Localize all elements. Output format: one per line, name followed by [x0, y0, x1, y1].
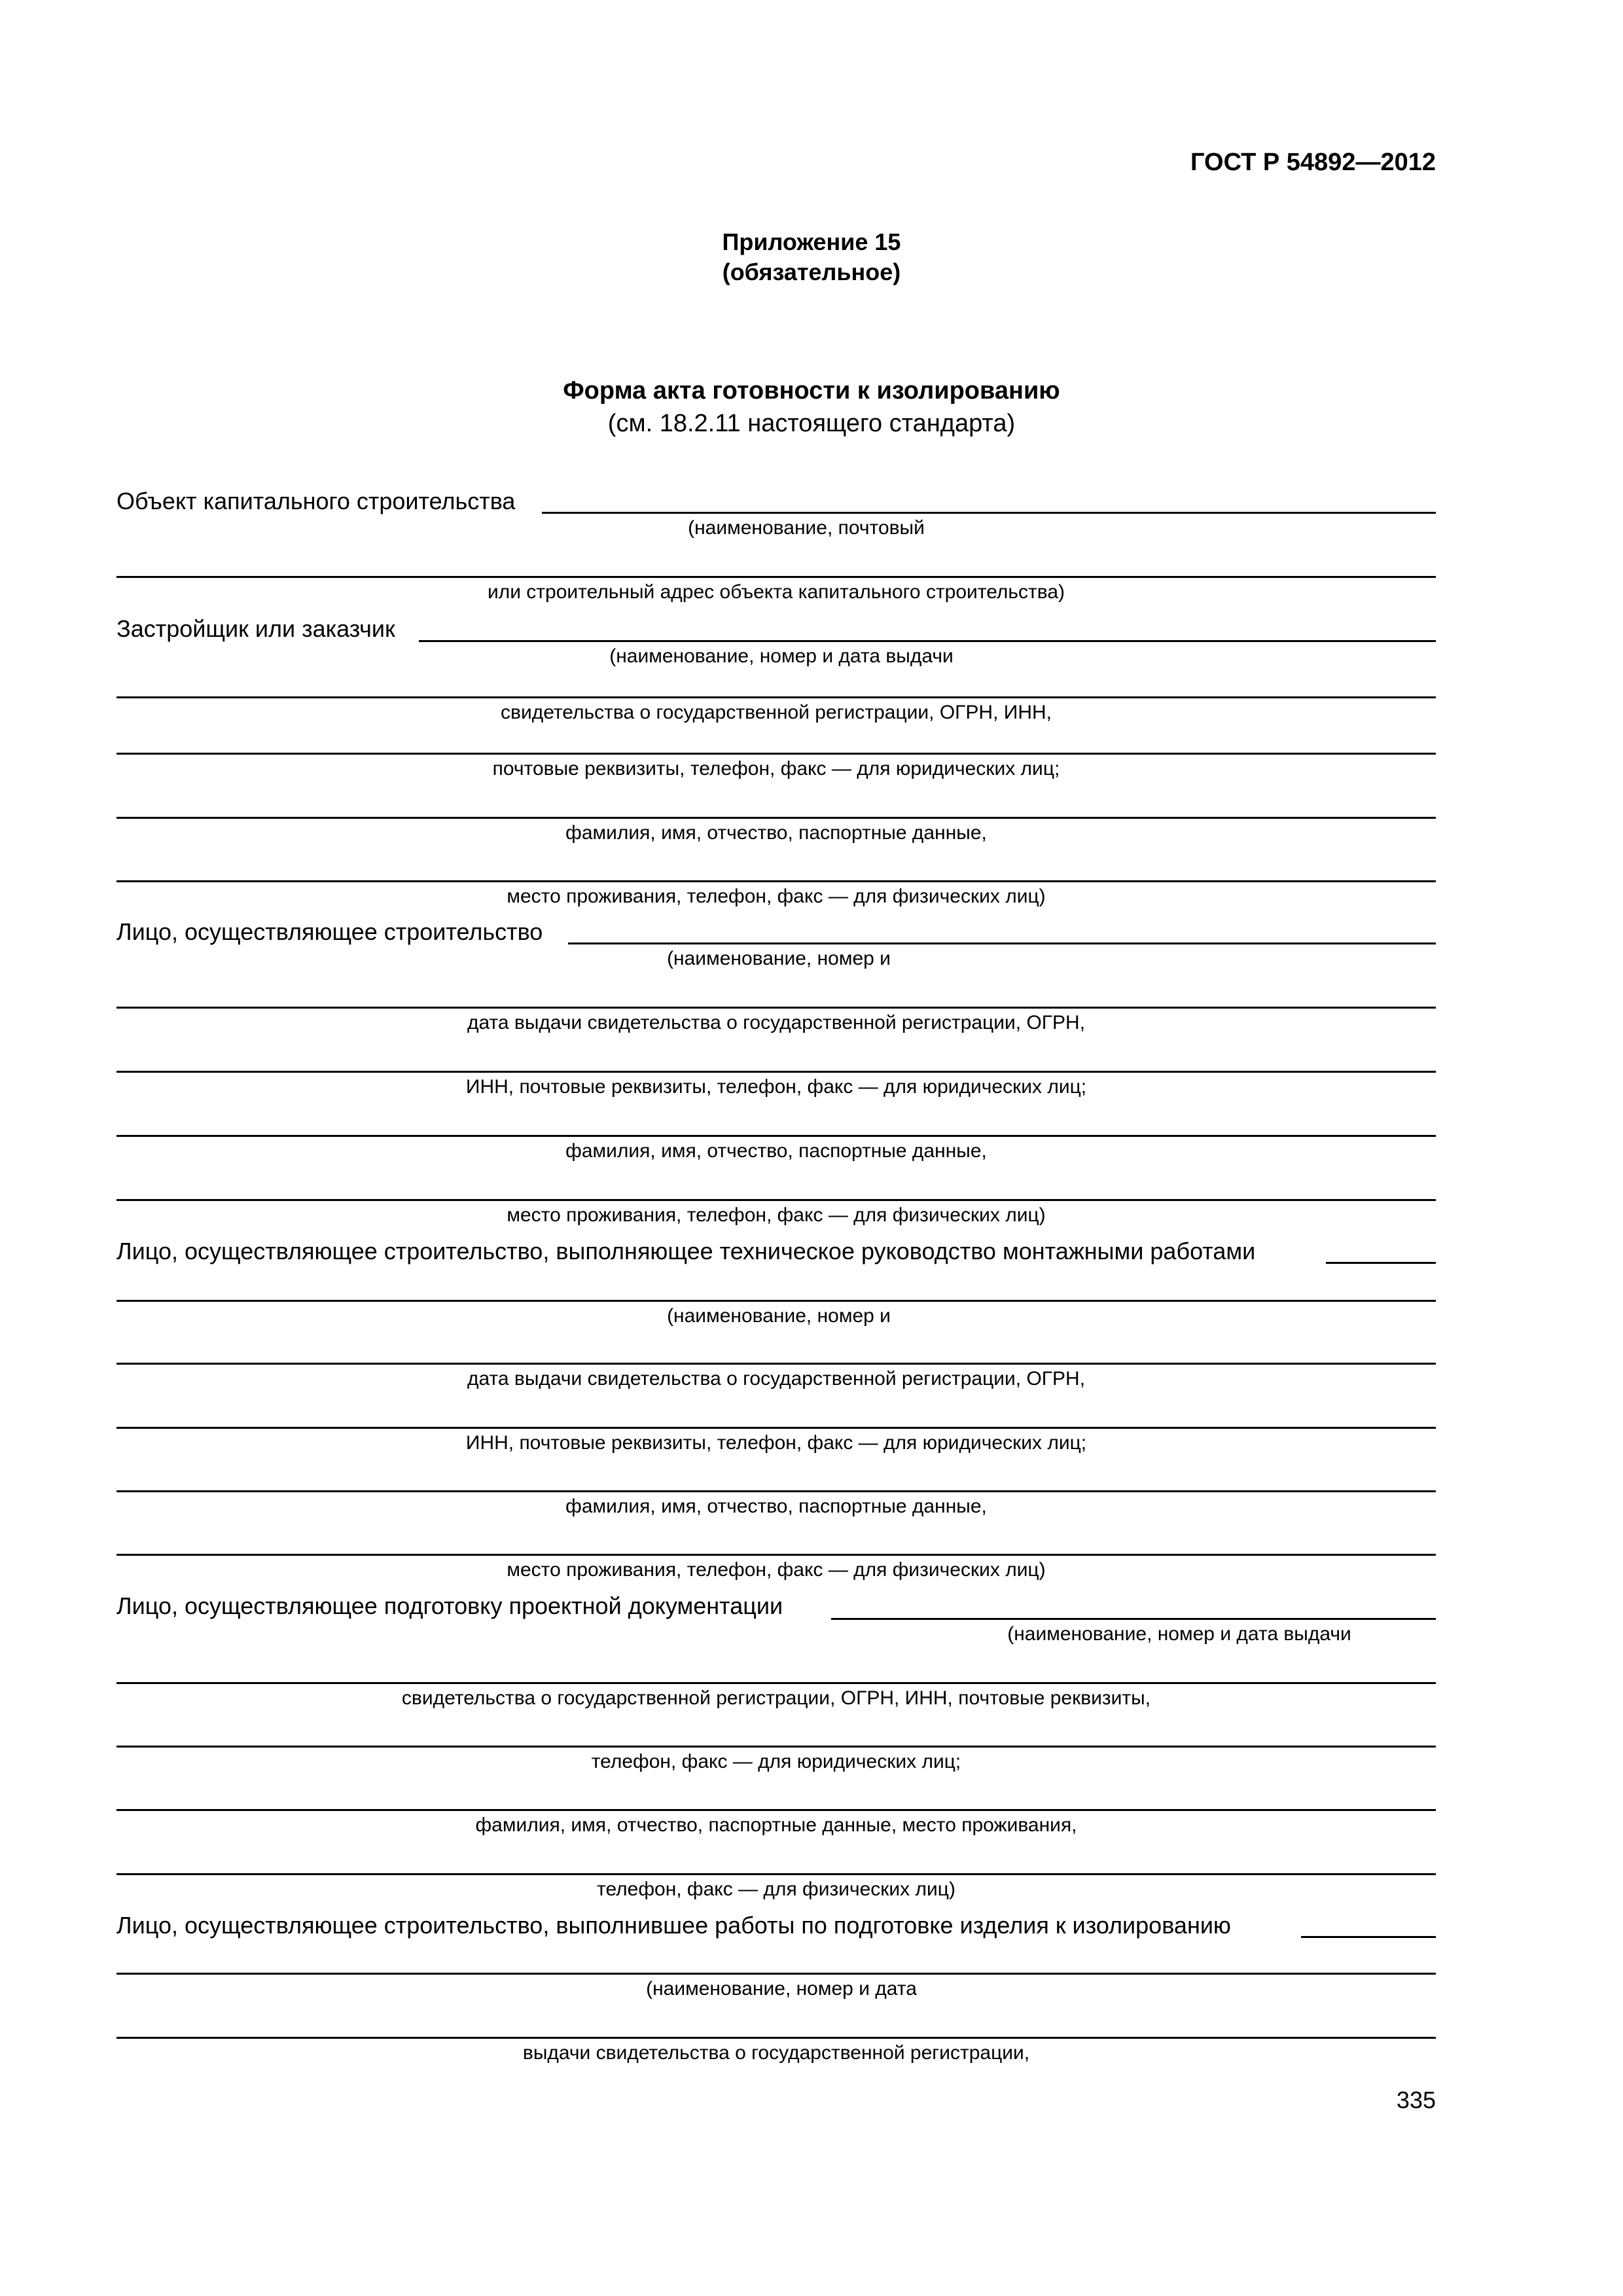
tech-supervisor-fill-line-4[interactable]	[116, 1427, 1436, 1429]
designer-fill-line-5[interactable]	[116, 1873, 1436, 1875]
designer-hint-2: свидетельства о государственной регистрации, ОГРН, ИНН, почтовые реквизиты,	[401, 1687, 1151, 1709]
designer-hint-5: телефон, факс — для физических лиц)	[597, 1878, 955, 1900]
tech-supervisor-fill-line-3[interactable]	[116, 1363, 1436, 1365]
object-hint-1: (наименование, почтовый	[688, 517, 925, 539]
builder-fill-line-2[interactable]	[116, 1007, 1436, 1009]
preparer-hint-1: (наименование, номер и дата	[646, 1978, 917, 2000]
developer-hint-2: свидетельства о государственной регистрации, ОГРН, ИНН,	[501, 702, 1052, 723]
designer-label: Лицо, осуществляющее подготовку проектной документации	[116, 1592, 783, 1619]
tech-supervisor-hint-2: дата выдачи свидетельства о государственной регистрации, ОГРН,	[467, 1368, 1086, 1390]
developer-fill-line-2[interactable]	[116, 696, 1436, 698]
preparer-hint-2: выдачи свидетельства о государственной регистрации,	[522, 2042, 1030, 2064]
developer-hint-1: (наименование, номер и дата выдачи	[609, 645, 954, 667]
object-fill-line[interactable]	[542, 512, 1436, 514]
form-title: Форма акта готовности к изолированию	[563, 377, 1060, 404]
designer-hint-4: фамилия, имя, отчество, паспортные данные, место проживания,	[475, 1814, 1077, 1836]
designer-fill-line[interactable]	[831, 1618, 1436, 1620]
appendix-heading	[0, 227, 1623, 287]
builder-hint-3: ИНН, почтовые реквизиты, телефон, факс — для юридических лиц;	[465, 1076, 1087, 1098]
builder-hint-4: фамилия, имя, отчество, паспортные данные,	[565, 1140, 987, 1162]
tech-supervisor-fill-line-5[interactable]	[116, 1490, 1436, 1492]
designer-fill-line-3[interactable]	[116, 1746, 1436, 1748]
preparer-label: Лицо, осуществляющее строительство, выполнившее работы по подготовке изделия к изолированию	[116, 1912, 1231, 1939]
tech-supervisor-label: Лицо, осуществляющее строительство, выполняющее техническое руководство монтажными работами	[116, 1238, 1256, 1265]
builder-fill-line-5[interactable]	[116, 1199, 1436, 1201]
developer-hint-3: почтовые реквизиты, телефон, факс — для юридических лиц;	[492, 758, 1060, 780]
builder-fill-line[interactable]	[568, 942, 1436, 944]
object-fill-line-2[interactable]	[116, 576, 1436, 578]
builder-hint-2: дата выдачи свидетельства о государственной регистрации, ОГРН,	[467, 1012, 1086, 1033]
tech-supervisor-hint-3: ИНН, почтовые реквизиты, телефон, факс — для юридических лиц;	[465, 1432, 1087, 1454]
tech-supervisor-hint-4: фамилия, имя, отчество, паспортные данные,	[565, 1496, 987, 1517]
developer-hint-5: место проживания, телефон, факс — для физических лиц)	[507, 886, 1046, 907]
builder-fill-line-3[interactable]	[116, 1071, 1436, 1073]
developer-fill-line-4[interactable]	[116, 817, 1436, 819]
developer-fill-line[interactable]	[419, 640, 1436, 642]
tech-supervisor-fill-line-2[interactable]	[116, 1300, 1436, 1302]
standard-number: ГОСТ Р 54892—2012	[1190, 149, 1436, 176]
developer-hint-4: фамилия, имя, отчество, паспортные данные,	[565, 822, 987, 844]
object-label: Объект капитального строительства	[116, 488, 516, 514]
tech-supervisor-fill-line[interactable]	[1326, 1262, 1436, 1264]
tech-supervisor-hint-5: место проживания, телефон, факс — для физических лиц)	[507, 1559, 1046, 1581]
builder-hint-5: место проживания, телефон, факс — для физических лиц)	[507, 1204, 1046, 1226]
designer-fill-line-4[interactable]	[116, 1809, 1436, 1811]
appendix-title: Приложение 15	[722, 228, 901, 255]
developer-fill-line-5[interactable]	[116, 880, 1436, 882]
designer-hint-1: (наименование, номер и дата выдачи	[1007, 1623, 1351, 1645]
page-number: 335	[1396, 2087, 1436, 2113]
designer-hint-3: телефон, факс — для юридических лиц;	[591, 1751, 961, 1772]
form-subtitle: (см. 18.2.11 настоящего стандарта)	[607, 410, 1016, 437]
builder-hint-1: (наименование, номер и	[667, 948, 891, 969]
developer-label: Застройщик или заказчик	[116, 615, 395, 642]
preparer-fill-line-2[interactable]	[116, 1973, 1436, 1975]
appendix-status: (обязательное)	[722, 259, 901, 285]
builder-fill-line-4[interactable]	[116, 1135, 1436, 1137]
builder-label: Лицо, осуществляющее строительство	[116, 918, 543, 945]
tech-supervisor-fill-line-6[interactable]	[116, 1554, 1436, 1556]
preparer-fill-line-3[interactable]	[116, 2037, 1436, 2039]
designer-fill-line-2[interactable]	[116, 1682, 1436, 1684]
preparer-fill-line[interactable]	[1301, 1936, 1436, 1938]
tech-supervisor-hint-1: (наименование, номер и	[667, 1305, 891, 1327]
object-hint-2: или строительный адрес объекта капитального строительства)	[487, 581, 1065, 603]
developer-fill-line-3[interactable]	[116, 753, 1436, 755]
